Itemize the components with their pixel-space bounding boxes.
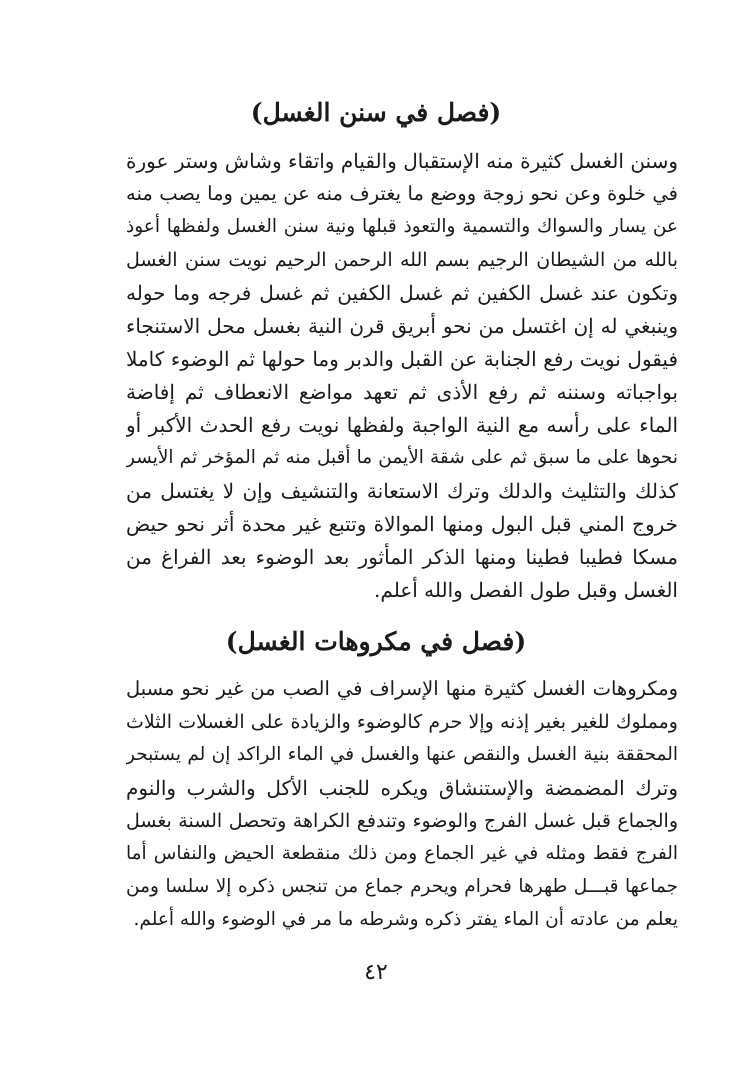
text-line: وترك المضمضة والإستنشاق ويكره للجنب الأكل والشرب والنوم [126,776,678,800]
text-line: في خلوة وعن نحو زوجة ووضع ما يغترف منه عن يمين وما يصب منه [126,182,678,205]
text-line: الفرج فقط ومثله في غير الجماع ومن ذلك منقطعة الحيض والنفاس أما [126,843,678,864]
text-line: مسكا فطيبا فطينا ومنها الذكر المأثور بعد الوضوء بعد الفراغ من [126,545,678,569]
text-line: ومكروهات الغسل كثيرة منها الإسراف في الصب من غير نحو مسبل [126,677,678,700]
text-line: ومملوك للغير بغير إذنه وإلا حرم كالوضوء والزيادة على الغسلات الثلاث [126,711,678,733]
text-line: فيقول نويت رفع الجنابة عن القبل والدبر وما حولها ثم الوضوء كاملا [126,347,678,371]
text-line: كذلك والتثليث والدلك وترك الاستعانة والتنشيف وإن لا يغتسل من [126,479,678,503]
text-line: الغسل وقبل طول الفصل والله أعلم. [374,578,678,602]
section-title-ghusl-makruhat: (فصل في مكروهات الغسل) [225,627,527,656]
text-line: والجماع قبل غسل الفرج والوضوء وتندفع الكراهة وتحصل السنة بغسل [126,810,678,832]
text-line: الماء على رأسه مع النية الواجبة ولفظها نويت رفع الحدث الأكبر أو [126,413,678,437]
text-line: بواجباته وسننه ثم رفع الأذى ثم تعهد مواضع الانعطاف ثم إفاضة [126,380,678,404]
text-line: وسنن الغسل كثيرة منه الإستقبال والقيام واتقاء وشاش وستر عورة [126,149,678,173]
text-line: بالله من الشيطان الرجيم بسم الله الرحمن الرحيم نويت سنن الغسل [126,249,678,271]
text-line: المحققة بنية الغسل والنقص عنها والغسل في الماء الراكد إن لم يستبحر [126,744,678,765]
text-line: نحوها على ما سبق ثم على شقة الأيمن ما أقبل منه ثم المؤخر ثم الأيسر [126,447,678,468]
text-line: عن يسار والسواك والتسمية والتعوذ قبلها ونية سنن الغسل ولفظها أعوذ [126,216,678,237]
text-line: وتكون عند غسل الكفين ثم غسل الكفين ثم غسل فرجه وما حوله [126,281,678,305]
text-line: جماعها قبـــل طهرها فحرام ويحرم جماع من تنجس ذكره إلا سلسا ومن [126,876,678,897]
page-number: ٤٢ [364,960,388,985]
text-line: يعلم من عادته أن الماء يفتر ذكره وشرطه ما مر في الوضوء والله أعلم. [133,909,678,930]
section-title-ghusl-sunan: (فصل في سنن الغسل) [250,98,502,127]
text-line: خروج المني قبل البول ومنها الموالاة وتتبع غير محدة أثر نحو حيض [126,512,678,536]
text-line: وينبغي له إن اغتسل من نحو أبريق قرن النية بغسل محل الاستنجاء [126,314,678,338]
